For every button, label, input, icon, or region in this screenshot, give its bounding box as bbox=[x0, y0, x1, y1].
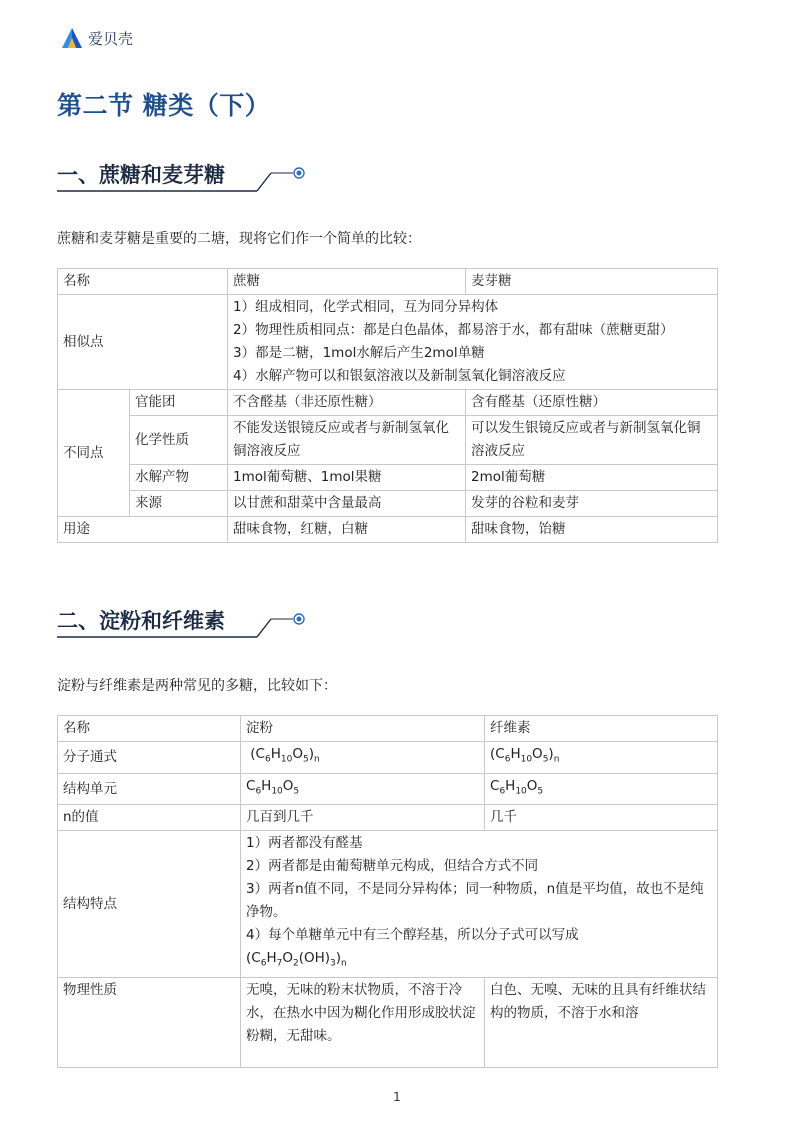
n-starch: 几百到几千 bbox=[241, 805, 485, 831]
physical-cellulose: 白色、无嗅、无味的且具有纤维状结构的物质，不溶于水和溶 bbox=[485, 978, 718, 1068]
diff-sucrose: 1mol葡萄糖、1mol果糖 bbox=[228, 465, 466, 491]
similar-line: 2）物理性质相同点：都是白色晶体，都易溶于水，都有甜味（蔗糖更甜） bbox=[233, 322, 674, 338]
physical-label: 物理性质 bbox=[58, 978, 241, 1068]
heading-underline-icon bbox=[57, 160, 317, 196]
formula-cellulose: $(C_6H_{10}O_5)_n$ bbox=[485, 742, 718, 774]
table-row bbox=[58, 416, 718, 465]
diff-label: 不同点 bbox=[58, 390, 130, 517]
formula-starch: $(C_6H_{10}O_5)_n$ bbox=[241, 742, 485, 774]
header-cellulose: 纤维素 bbox=[485, 716, 718, 742]
diff-maltose: 2mol葡萄糖 bbox=[466, 465, 718, 491]
diff-sucrose: 不能发送银镜反应或者与新制氢氧化铜溶液反应 bbox=[228, 416, 466, 465]
table-row bbox=[58, 491, 718, 517]
unit-starch: $C_6H_{10}O_5$ bbox=[241, 773, 485, 805]
section-1-title: 一、蔗糖和麦芽糖 bbox=[57, 163, 225, 187]
table-row bbox=[58, 295, 718, 390]
section-1-intro: 蔗糖和麦芽糖是重要的二塘，现将它们作一个简单的比较： bbox=[57, 231, 421, 247]
diff-maltose: 发芽的谷粒和麦芽 bbox=[466, 491, 718, 517]
table-row bbox=[58, 805, 718, 831]
heading-underline-icon bbox=[57, 606, 317, 642]
structure-line: 1）两者都没有醛基 bbox=[246, 835, 363, 852]
n-label: n的值 bbox=[58, 805, 241, 831]
table-row bbox=[58, 831, 718, 978]
table-row bbox=[58, 978, 718, 1068]
header-name: 名称 bbox=[58, 269, 228, 295]
polysaccharide-comparison-table bbox=[57, 715, 718, 1068]
table-row bbox=[58, 390, 718, 416]
shell-logo-icon bbox=[60, 27, 84, 49]
use-maltose: 甜味食物，饴糖 bbox=[466, 517, 718, 543]
structure-formula: $(C_6H_7O_2(OH)_3)_n$ bbox=[246, 950, 347, 970]
section-2-title: 二、淀粉和纤维素 bbox=[57, 609, 225, 633]
page-number: 1 bbox=[393, 1090, 401, 1104]
section-1-heading bbox=[57, 160, 317, 196]
similar-content bbox=[228, 295, 718, 390]
diff-maltose: 含有醛基（还原性糖） bbox=[466, 390, 718, 416]
similar-line: 4）水解产物可以和银氨溶液以及新制氢氧化铜溶液反应 bbox=[233, 368, 566, 384]
physical-starch: 无嗅，无味的粉末状物质，不溶于冷水，在热水中因为糊化作用形成胶状淀粉糊，无甜味。 bbox=[241, 978, 485, 1068]
sugar-comparison-table bbox=[57, 268, 718, 543]
structure-line: 2）两者都是由葡萄糖单元构成，但结合方式不同 bbox=[246, 858, 539, 875]
structure-line: 4）每个单糖单元中有三个醇羟基，所以分子式可以写成 bbox=[246, 927, 579, 944]
formula-label: 分子通式 bbox=[58, 742, 241, 774]
use-label: 用途 bbox=[58, 517, 228, 543]
brand-name: 爱贝壳 bbox=[88, 29, 134, 48]
brand-logo bbox=[60, 26, 133, 50]
similar-label: 相似点 bbox=[58, 295, 228, 390]
unit-label: 结构单元 bbox=[58, 773, 241, 805]
table-row bbox=[58, 716, 718, 742]
structure-label: 结构特点 bbox=[58, 831, 241, 978]
header-name: 名称 bbox=[58, 716, 241, 742]
page-title: 第二节 糖类（下） bbox=[57, 91, 271, 120]
structure-content bbox=[241, 831, 718, 978]
diff-attr: 水解产物 bbox=[130, 465, 228, 491]
structure-line: 3）两者n值不同，不是同分异构体；同一种物质，n值是平均值，故也不是纯净物。 bbox=[246, 881, 704, 921]
table-row bbox=[58, 465, 718, 491]
diff-attr: 化学性质 bbox=[130, 416, 228, 465]
diff-maltose: 可以发生银镜反应或者与新制氢氧化铜溶液反应 bbox=[466, 416, 718, 465]
table-row bbox=[58, 269, 718, 295]
use-sucrose: 甜味食物，红糖，白糖 bbox=[228, 517, 466, 543]
n-cellulose: 几千 bbox=[485, 805, 718, 831]
header-starch: 淀粉 bbox=[241, 716, 485, 742]
section-2-heading bbox=[57, 606, 317, 642]
similar-line: 3）都是二糖，1mol水解后产生2mol单糖 bbox=[233, 345, 485, 361]
section-2-intro: 淀粉与纤维素是两种常见的多糖，比较如下： bbox=[57, 678, 337, 694]
diff-attr: 来源 bbox=[130, 491, 228, 517]
header-sucrose: 蔗糖 bbox=[228, 269, 466, 295]
table-row bbox=[58, 742, 718, 774]
unit-cellulose: $C_6H_{10}O_5$ bbox=[485, 773, 718, 805]
similar-line: 1）组成相同，化学式相同，互为同分异构体 bbox=[233, 299, 499, 315]
table-row bbox=[58, 517, 718, 543]
diff-sucrose: 以甘蔗和甜菜中含量最高 bbox=[228, 491, 466, 517]
diff-attr: 官能团 bbox=[130, 390, 228, 416]
header-maltose: 麦芽糖 bbox=[466, 269, 718, 295]
diff-sucrose: 不含醛基（非还原性糖） bbox=[228, 390, 466, 416]
table-row bbox=[58, 773, 718, 805]
